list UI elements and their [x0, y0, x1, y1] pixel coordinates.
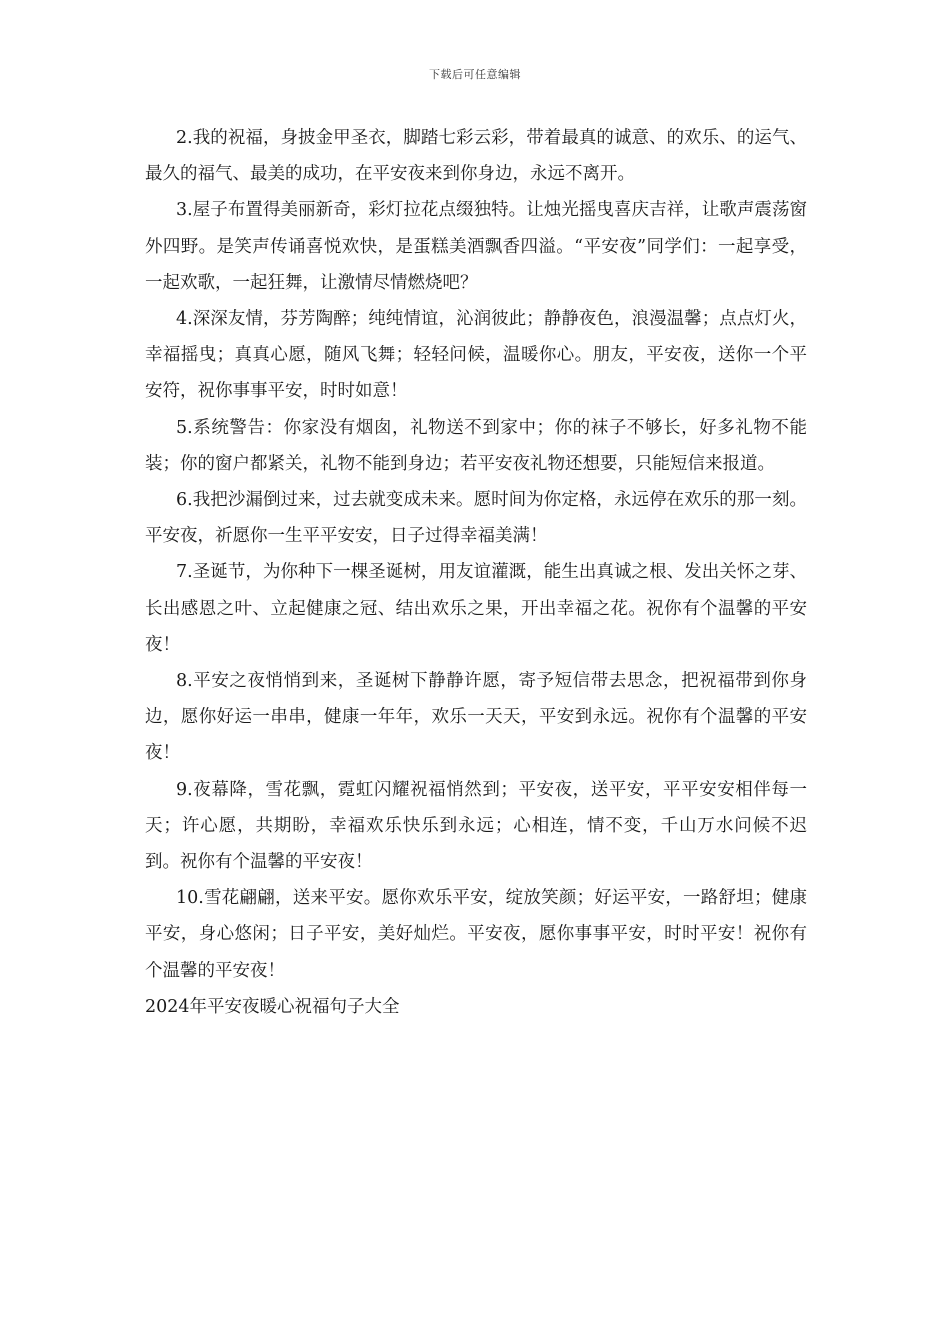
- document-title: 2024年平安夜暖心祝福句子大全: [145, 996, 400, 1017]
- paragraph-2: 2.我的祝福，身披金甲圣衣，脚踏七彩云彩，带着最真的诚意、的欢乐、的运气、最久的福气、最美的成功，在平安夜来到你身边，永远不离开。: [145, 128, 807, 185]
- paragraph-7: 7.圣诞节，为你种下一棵圣诞树，用友谊灌溉，能生出真诚之根、发出关怀之芽、长出感恩之叶、立起健康之冠、结出欢乐之果，开出幸福之花。祝你有个温馨的平安夜！: [145, 562, 807, 655]
- paragraph-9: 9.夜幕降，雪花飘，霓虹闪耀祝福悄然到；平安夜，送平安，平平安安相伴每一天；许心愿，共期盼，幸福欢乐快乐到永远；心相连，情不变，千山万水问候不迟到。祝你有个温馨的平安夜！: [145, 779, 807, 873]
- paragraph-4: 4.深深友情，芬芳陶醉；纯纯情谊，沁润彼此；静静夜色，浪漫温馨；点点灯火，幸福摇曳；真真心愿，随风飞舞；轻轻问候，温暖你心。朋友，平安夜，送你一个平安符，祝你事事平安，时时如意！: [145, 309, 807, 402]
- paragraph-5: 5.系统警告：你家没有烟囱，礼物送不到家中；你的袜子不够长，好多礼物不能装；你的窗户都紧关，礼物不能到身边；若平安夜礼物还想要，只能短信来报道。: [145, 417, 807, 474]
- paragraph-6: 6.我把沙漏倒过来，过去就变成未来。愿时间为你定格，永远停在欢乐的那一刻。平安夜，祈愿你一生平平安安，日子过得幸福美满！: [145, 490, 807, 547]
- paragraph-8: 8.平安之夜悄悄到来，圣诞树下静静许愿，寄予短信带去思念，把祝福带到你身边，愿你好运一串串，健康一年年，欢乐一天天，平安到永远。祝你有个温馨的平安夜！: [145, 671, 807, 764]
- paragraph-10: 10.雪花翩翩，送来平安。愿你欢乐平安，绽放笑颜；好运平安，一路舒坦；健康平安，身心悠闲；日子平安，美好灿烂。平安夜，愿你事事平安，时时平安！祝你有个温馨的平安夜！: [145, 888, 807, 981]
- document-body: [145, 120, 807, 1025]
- header-note: 下载后可任意编辑: [429, 68, 521, 81]
- paragraph-3: 3.屋子布置得美丽新奇，彩灯拉花点缀独特。让烛光摇曳喜庆吉祥，让歌声震荡窗外四野。是笑声传诵喜悦欢快，是蛋糕美酒飘香四溢。“平安夜”同学们：一起享受，一起欢歌，一起狂舞，让激情尽情燃烧吧？: [145, 200, 807, 293]
